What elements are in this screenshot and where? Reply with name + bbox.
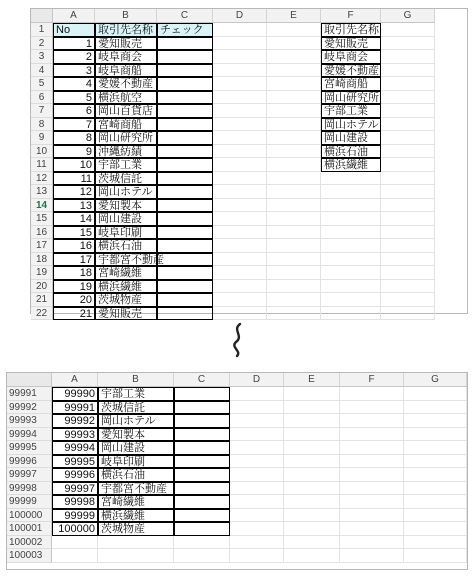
cell-name[interactable]: 愛媛不動産	[95, 77, 157, 91]
grid-cell[interactable]	[284, 509, 340, 523]
grid-cell[interactable]	[213, 293, 267, 307]
grid-cell[interactable]	[381, 131, 435, 145]
grid-cell[interactable]	[213, 50, 267, 64]
row-header-99997[interactable]: 99997	[7, 468, 52, 482]
grid-cell[interactable]	[381, 145, 435, 159]
grid-cell[interactable]	[404, 549, 467, 563]
grid-cell[interactable]	[381, 185, 435, 199]
grid-cell[interactable]	[230, 495, 284, 509]
grid-cell[interactable]	[267, 118, 321, 132]
grid-cell[interactable]	[381, 91, 435, 105]
cell-name[interactable]: 岡山百貨店	[95, 104, 157, 118]
grid-cell[interactable]	[381, 199, 435, 213]
grid-cell[interactable]	[230, 468, 284, 482]
grid-cell[interactable]	[230, 549, 284, 563]
cell-header-check[interactable]: チェック	[157, 23, 213, 37]
grid-cell[interactable]	[213, 253, 267, 267]
cell-name[interactable]: 岡山建設	[98, 441, 174, 455]
cell-check[interactable]	[157, 50, 213, 64]
spreadsheet-top-view	[30, 8, 468, 320]
row-header-16[interactable]: 16	[31, 226, 53, 240]
cell-name[interactable]: 茨城信託	[95, 172, 157, 186]
cell-no[interactable]: 8	[53, 131, 95, 145]
grid-cell[interactable]	[340, 428, 404, 442]
cell-no[interactable]: 17	[53, 253, 95, 267]
row-header-99999[interactable]: 99999	[7, 495, 52, 509]
grid-cell[interactable]	[321, 307, 381, 321]
cell-check[interactable]	[157, 131, 213, 145]
grid-cell[interactable]	[267, 77, 321, 91]
grid-cell[interactable]	[230, 482, 284, 496]
cell-no[interactable]: 99996	[52, 468, 98, 482]
cell-f-name[interactable]: 宇部工業	[321, 104, 381, 118]
grid-cell[interactable]	[267, 64, 321, 78]
grid-cell[interactable]	[321, 266, 381, 280]
cell-check[interactable]	[174, 468, 230, 482]
cell-name[interactable]: 横浜繊維	[95, 280, 157, 294]
cell-no[interactable]: 99998	[52, 495, 98, 509]
grid-cell[interactable]	[284, 495, 340, 509]
grid-cell[interactable]	[267, 23, 321, 37]
row-header-100002[interactable]: 100002	[7, 536, 52, 550]
cell-no[interactable]: 14	[53, 212, 95, 226]
cell-name[interactable]: 横浜石油	[95, 239, 157, 253]
cell-check[interactable]	[174, 522, 230, 536]
cell-header-no[interactable]: No	[53, 23, 95, 37]
column-header-f[interactable]: F	[340, 373, 404, 387]
grid-cell[interactable]	[284, 455, 340, 469]
grid-cell[interactable]	[213, 37, 267, 51]
cell-check[interactable]	[157, 253, 213, 267]
grid-cell[interactable]	[321, 226, 381, 240]
row-header-20[interactable]: 20	[31, 280, 53, 294]
grid-cell[interactable]	[267, 280, 321, 294]
grid-cell[interactable]	[52, 549, 98, 563]
grid-cell[interactable]	[213, 307, 267, 321]
cell-name[interactable]: 愛知販売	[95, 37, 157, 51]
grid-cell[interactable]	[404, 536, 467, 550]
grid-cell[interactable]	[230, 401, 284, 415]
grid-cell[interactable]	[340, 522, 404, 536]
grid-cell[interactable]	[213, 145, 267, 159]
grid-cell[interactable]	[381, 226, 435, 240]
cell-no[interactable]: 19	[53, 280, 95, 294]
grid-cell[interactable]	[284, 441, 340, 455]
cell-name[interactable]: 宮崎商船	[95, 118, 157, 132]
cell-name[interactable]: 横浜石油	[98, 468, 174, 482]
row-header-2[interactable]: 2	[31, 37, 53, 51]
cell-no[interactable]: 99993	[52, 428, 98, 442]
row-header-21[interactable]: 21	[31, 293, 53, 307]
cell-f-name[interactable]: 宮崎商船	[321, 77, 381, 91]
cell-check[interactable]	[174, 482, 230, 496]
cell-no[interactable]: 11	[53, 172, 95, 186]
column-header-g[interactable]: G	[404, 373, 467, 387]
grid-cell[interactable]	[230, 536, 284, 550]
grid-cell[interactable]	[230, 414, 284, 428]
grid-cell[interactable]	[404, 428, 467, 442]
grid-cell[interactable]	[213, 91, 267, 105]
cell-name[interactable]: 愛知販売	[95, 307, 157, 321]
cell-check[interactable]	[174, 441, 230, 455]
cell-f-name[interactable]: 横浜石油	[321, 145, 381, 159]
grid-cell[interactable]	[267, 239, 321, 253]
cell-name[interactable]: 宮崎繊維	[98, 495, 174, 509]
cell-name[interactable]: 横浜繊維	[98, 509, 174, 523]
cell-no[interactable]: 15	[53, 226, 95, 240]
grid-cell[interactable]	[381, 50, 435, 64]
cell-no[interactable]: 13	[53, 199, 95, 213]
row-header-5[interactable]: 5	[31, 77, 53, 91]
grid-cell[interactable]	[340, 549, 404, 563]
cell-f-name[interactable]: 愛知販売	[321, 37, 381, 51]
grid-cell[interactable]	[267, 91, 321, 105]
column-header-a[interactable]: A	[52, 373, 98, 387]
grid-cell[interactable]	[213, 280, 267, 294]
cell-no[interactable]: 7	[53, 118, 95, 132]
cell-check[interactable]	[157, 185, 213, 199]
grid-cell[interactable]	[340, 509, 404, 523]
column-header-b[interactable]: B	[98, 373, 174, 387]
grid-cell[interactable]	[404, 455, 467, 469]
cell-check[interactable]	[157, 199, 213, 213]
cell-no[interactable]: 99997	[52, 482, 98, 496]
grid-cell[interactable]	[284, 468, 340, 482]
row-header-100001[interactable]: 100001	[7, 522, 52, 536]
cell-check[interactable]	[157, 104, 213, 118]
column-header-e[interactable]: E	[267, 9, 321, 23]
cell-f-name[interactable]: 岡山ホテル	[321, 118, 381, 132]
grid-cell[interactable]	[381, 64, 435, 78]
cell-check[interactable]	[157, 239, 213, 253]
grid-cell[interactable]	[52, 536, 98, 550]
grid-cell[interactable]	[213, 64, 267, 78]
grid-cell[interactable]	[404, 414, 467, 428]
grid-cell[interactable]	[404, 441, 467, 455]
row-header-8[interactable]: 8	[31, 118, 53, 132]
cell-check[interactable]	[157, 226, 213, 240]
cell-check[interactable]	[157, 307, 213, 321]
column-header-g[interactable]: G	[381, 9, 435, 23]
grid-cell[interactable]	[321, 172, 381, 186]
grid-cell[interactable]	[340, 495, 404, 509]
row-header-7[interactable]: 7	[31, 104, 53, 118]
cell-no[interactable]: 6	[53, 104, 95, 118]
grid-cell[interactable]	[381, 253, 435, 267]
row-header-99994[interactable]: 99994	[7, 428, 52, 442]
grid-cell[interactable]	[230, 522, 284, 536]
cell-check[interactable]	[174, 414, 230, 428]
column-header-e[interactable]: E	[284, 373, 340, 387]
grid-cell[interactable]	[267, 104, 321, 118]
grid-cell[interactable]	[321, 293, 381, 307]
grid-cell[interactable]	[340, 401, 404, 415]
cell-check[interactable]	[157, 77, 213, 91]
grid-cell[interactable]	[213, 131, 267, 145]
cell-f-name[interactable]: 岐阜商会	[321, 50, 381, 64]
grid-cell[interactable]	[381, 158, 435, 172]
cell-no[interactable]: 99995	[52, 455, 98, 469]
cell-check[interactable]	[174, 401, 230, 415]
cell-check[interactable]	[157, 293, 213, 307]
grid-cell[interactable]	[381, 118, 435, 132]
cell-name[interactable]: 岡山建設	[95, 212, 157, 226]
grid-cell[interactable]	[284, 387, 340, 401]
row-header-10[interactable]: 10	[31, 145, 53, 159]
grid-cell[interactable]	[230, 428, 284, 442]
grid-cell[interactable]	[381, 23, 435, 37]
cell-no[interactable]: 16	[53, 239, 95, 253]
cell-check[interactable]	[157, 212, 213, 226]
cell-check[interactable]	[157, 266, 213, 280]
grid-cell[interactable]	[267, 172, 321, 186]
cell-f-header[interactable]: 取引先名称	[321, 23, 381, 37]
grid-cell[interactable]	[267, 266, 321, 280]
grid-cell[interactable]	[404, 509, 467, 523]
grid-cell[interactable]	[230, 441, 284, 455]
row-header-4[interactable]: 4	[31, 64, 53, 78]
cell-name[interactable]: 岡山ホテル	[98, 414, 174, 428]
cell-no[interactable]: 4	[53, 77, 95, 91]
grid-cell[interactable]	[213, 118, 267, 132]
grid-cell[interactable]	[213, 266, 267, 280]
row-header-13[interactable]: 13	[31, 185, 53, 199]
grid-cell[interactable]	[340, 468, 404, 482]
row-header-99992[interactable]: 99992	[7, 401, 52, 415]
select-all-corner[interactable]	[31, 9, 53, 23]
column-header-d[interactable]: D	[230, 373, 284, 387]
grid-cell[interactable]	[340, 482, 404, 496]
cell-check[interactable]	[174, 455, 230, 469]
cell-check[interactable]	[157, 64, 213, 78]
cell-check[interactable]	[174, 387, 230, 401]
column-header-c[interactable]: C	[157, 9, 213, 23]
grid-cell[interactable]	[213, 212, 267, 226]
grid-cell[interactable]	[321, 185, 381, 199]
grid-cell[interactable]	[404, 482, 467, 496]
grid-cell[interactable]	[404, 468, 467, 482]
grid-cell[interactable]	[267, 158, 321, 172]
cell-check[interactable]	[157, 118, 213, 132]
row-header-1[interactable]: 1	[31, 23, 53, 37]
grid-cell[interactable]	[321, 212, 381, 226]
grid-cell[interactable]	[284, 522, 340, 536]
row-header-15[interactable]: 15	[31, 212, 53, 226]
grid-cell[interactable]	[340, 441, 404, 455]
row-header-3[interactable]: 3	[31, 50, 53, 64]
cell-name[interactable]: 茨城物産	[98, 522, 174, 536]
grid-cell[interactable]	[321, 199, 381, 213]
cell-check[interactable]	[174, 428, 230, 442]
cell-name[interactable]: 愛知製本	[98, 428, 174, 442]
cell-f-name[interactable]: 横浜繊維	[321, 158, 381, 172]
column-header-b[interactable]: B	[95, 9, 157, 23]
row-header-19[interactable]: 19	[31, 266, 53, 280]
grid-cell[interactable]	[340, 536, 404, 550]
grid-cell[interactable]	[267, 307, 321, 321]
grid-cell[interactable]	[174, 549, 230, 563]
grid-cell[interactable]	[213, 23, 267, 37]
cell-no[interactable]: 5	[53, 91, 95, 105]
grid-cell[interactable]	[213, 199, 267, 213]
row-header-99991[interactable]: 99991	[7, 387, 52, 401]
row-header-100003[interactable]: 100003	[7, 549, 52, 563]
cell-name[interactable]: 宇部工業	[98, 387, 174, 401]
grid-cell[interactable]	[174, 536, 230, 550]
row-header-6[interactable]: 6	[31, 91, 53, 105]
cell-no[interactable]: 9	[53, 145, 95, 159]
cell-no[interactable]: 99992	[52, 414, 98, 428]
grid-cell[interactable]	[267, 212, 321, 226]
cell-name[interactable]: 岡山研究所	[95, 131, 157, 145]
cell-no[interactable]: 2	[53, 50, 95, 64]
row-header-99996[interactable]: 99996	[7, 455, 52, 469]
grid-cell[interactable]	[404, 522, 467, 536]
row-header-100000[interactable]: 100000	[7, 509, 52, 523]
cell-name[interactable]: 宇部工業	[95, 158, 157, 172]
cell-f-name[interactable]: 愛媛不動産	[321, 64, 381, 78]
column-header-d[interactable]: D	[213, 9, 267, 23]
cell-no[interactable]: 21	[53, 307, 95, 321]
grid-cell[interactable]	[213, 158, 267, 172]
grid-cell[interactable]	[267, 131, 321, 145]
grid-cell[interactable]	[381, 266, 435, 280]
cell-no[interactable]: 20	[53, 293, 95, 307]
column-header-c[interactable]: C	[174, 373, 230, 387]
column-header-a[interactable]: A	[53, 9, 95, 23]
row-header-99995[interactable]: 99995	[7, 441, 52, 455]
cell-no[interactable]: 99991	[52, 401, 98, 415]
row-header-11[interactable]: 11	[31, 158, 53, 172]
cell-no[interactable]: 99994	[52, 441, 98, 455]
cell-name[interactable]: 沖縄紡績	[95, 145, 157, 159]
cell-name[interactable]: 岐阜商会	[95, 50, 157, 64]
grid-cell[interactable]	[404, 387, 467, 401]
grid-cell[interactable]	[267, 293, 321, 307]
grid-cell[interactable]	[404, 401, 467, 415]
grid-cell[interactable]	[267, 145, 321, 159]
grid-cell[interactable]	[321, 280, 381, 294]
grid-cell[interactable]	[267, 226, 321, 240]
cell-check[interactable]	[157, 280, 213, 294]
grid-cell[interactable]	[284, 536, 340, 550]
cell-no[interactable]: 18	[53, 266, 95, 280]
cell-no[interactable]: 12	[53, 185, 95, 199]
cell-name[interactable]: 横浜航空	[95, 91, 157, 105]
grid-cell[interactable]	[381, 239, 435, 253]
cell-check[interactable]	[157, 158, 213, 172]
grid-cell[interactable]	[267, 50, 321, 64]
row-header-14[interactable]: 14	[31, 199, 53, 213]
cell-name[interactable]: 宇都宮不動産	[98, 482, 174, 496]
cell-f-name[interactable]: 岡山建設	[321, 131, 381, 145]
squiggle-separator-icon	[222, 320, 252, 358]
grid-cell[interactable]	[381, 37, 435, 51]
cell-check[interactable]	[157, 37, 213, 51]
grid-cell[interactable]	[340, 387, 404, 401]
cell-header-name[interactable]: 取引先名称	[95, 23, 157, 37]
cell-no[interactable]: 99999	[52, 509, 98, 523]
cell-no[interactable]: 100000	[52, 522, 98, 536]
grid-cell[interactable]	[267, 199, 321, 213]
grid-cell[interactable]	[321, 239, 381, 253]
row-header-99993[interactable]: 99993	[7, 414, 52, 428]
column-header-f[interactable]: F	[321, 9, 381, 23]
grid-cell[interactable]	[98, 549, 174, 563]
grid-cell[interactable]	[230, 387, 284, 401]
cell-check[interactable]	[157, 91, 213, 105]
grid-cell[interactable]	[267, 185, 321, 199]
cell-check[interactable]	[174, 509, 230, 523]
grid-cell[interactable]	[381, 172, 435, 186]
row-header-22[interactable]: 22	[31, 307, 53, 321]
grid-cell[interactable]	[213, 226, 267, 240]
grid-cell[interactable]	[381, 293, 435, 307]
cell-name[interactable]: 岐阜商船	[95, 64, 157, 78]
grid-cell[interactable]	[213, 77, 267, 91]
grid-cell[interactable]	[381, 77, 435, 91]
cell-name[interactable]: 岐阜印刷	[95, 226, 157, 240]
grid-cell[interactable]	[267, 253, 321, 267]
spreadsheet-bottom-view	[6, 372, 468, 570]
grid-cell[interactable]	[321, 253, 381, 267]
cell-check[interactable]	[174, 495, 230, 509]
grid-cell[interactable]	[230, 509, 284, 523]
grid-cell[interactable]	[340, 455, 404, 469]
grid-cell[interactable]	[381, 104, 435, 118]
select-all-corner[interactable]	[7, 373, 52, 387]
grid-cell[interactable]	[381, 280, 435, 294]
cell-name[interactable]: 愛知製本	[95, 199, 157, 213]
grid-cell[interactable]	[340, 414, 404, 428]
grid-cell[interactable]	[98, 536, 174, 550]
cell-name[interactable]: 宇都宮不動産	[95, 253, 157, 267]
cell-no[interactable]: 99990	[52, 387, 98, 401]
grid-cell[interactable]	[381, 212, 435, 226]
grid-cell[interactable]	[284, 414, 340, 428]
cell-no[interactable]: 1	[53, 37, 95, 51]
grid-cell[interactable]	[213, 104, 267, 118]
cell-no[interactable]: 10	[53, 158, 95, 172]
row-header-18[interactable]: 18	[31, 253, 53, 267]
row-header-99998[interactable]: 99998	[7, 482, 52, 496]
cell-name[interactable]: 宮崎繊維	[95, 266, 157, 280]
cell-name[interactable]: 岡山ホテル	[95, 185, 157, 199]
grid-cell[interactable]	[213, 239, 267, 253]
cell-check[interactable]	[157, 145, 213, 159]
grid-cell[interactable]	[213, 172, 267, 186]
cell-check[interactable]	[157, 172, 213, 186]
cell-name[interactable]: 茨城物産	[95, 293, 157, 307]
cell-no[interactable]: 3	[53, 64, 95, 78]
cell-f-name[interactable]: 岡山研究所	[321, 91, 381, 105]
grid-cell[interactable]	[213, 185, 267, 199]
grid-cell[interactable]	[284, 549, 340, 563]
grid-cell[interactable]	[404, 495, 467, 509]
row-header-9[interactable]: 9	[31, 131, 53, 145]
row-header-12[interactable]: 12	[31, 172, 53, 186]
grid-cell[interactable]	[267, 37, 321, 51]
grid-cell[interactable]	[284, 401, 340, 415]
grid-cell[interactable]	[230, 455, 284, 469]
grid-cell[interactable]	[284, 428, 340, 442]
row-header-17[interactable]: 17	[31, 239, 53, 253]
cell-name[interactable]: 茨城信託	[98, 401, 174, 415]
grid-cell[interactable]	[381, 307, 435, 321]
grid-cell[interactable]	[284, 482, 340, 496]
cell-name[interactable]: 岐阜印刷	[98, 455, 174, 469]
